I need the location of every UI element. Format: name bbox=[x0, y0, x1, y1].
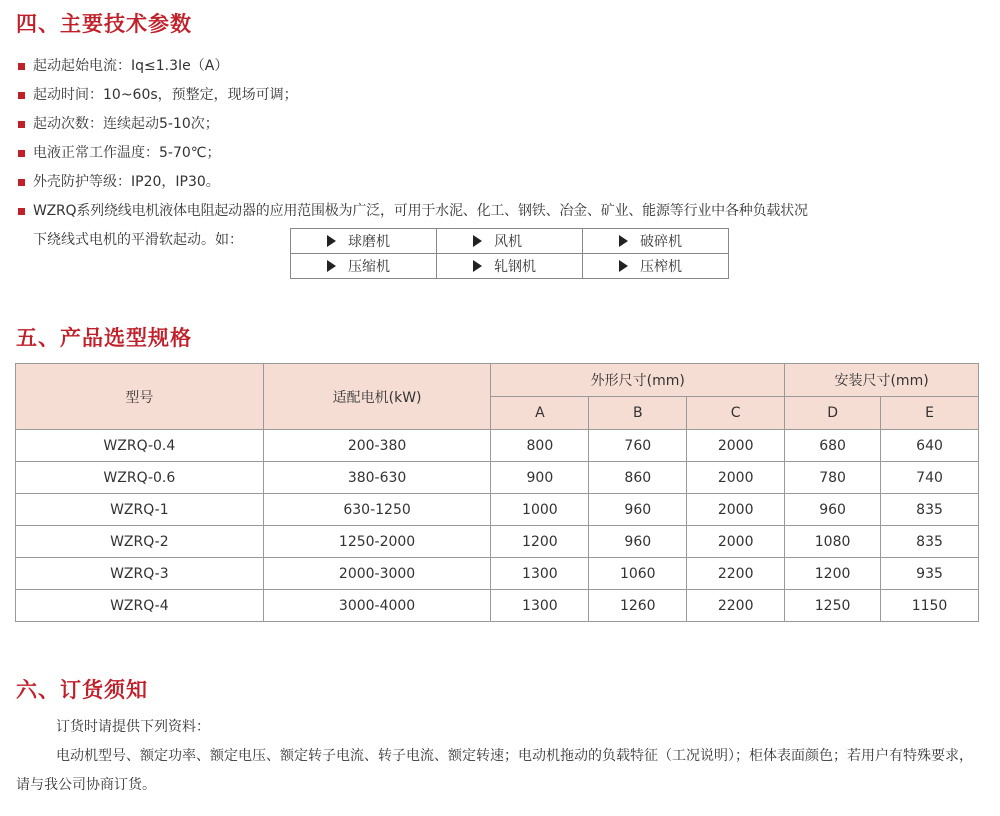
section4-title: 四、主要技术参数 bbox=[16, 12, 192, 36]
table-row bbox=[16, 590, 979, 622]
cell-b: 960 bbox=[589, 494, 687, 526]
cell-motor: 200-380 bbox=[263, 430, 491, 462]
application-cell: 压缩机 bbox=[291, 254, 437, 279]
play-arrow-icon bbox=[473, 260, 482, 272]
cell-model: WZRQ-0.6 bbox=[16, 462, 264, 494]
cell-c: 2000 bbox=[687, 526, 785, 558]
cell-e: 740 bbox=[881, 462, 979, 494]
table-row bbox=[16, 558, 979, 590]
header-install: 安装尺寸(mm) bbox=[785, 364, 979, 397]
cell-c: 2000 bbox=[687, 462, 785, 494]
application-cell: 破碎机 bbox=[583, 229, 729, 254]
bullet-icon bbox=[18, 92, 25, 99]
bullet-icon bbox=[18, 208, 25, 215]
spec-table bbox=[15, 363, 979, 622]
cell-c: 2000 bbox=[687, 430, 785, 462]
cell-motor: 2000-3000 bbox=[263, 558, 491, 590]
cell-a: 800 bbox=[491, 430, 589, 462]
tech-params-list bbox=[16, 52, 991, 226]
application-cell: 风机 bbox=[437, 229, 583, 254]
cell-d: 960 bbox=[785, 494, 881, 526]
table-row bbox=[16, 494, 979, 526]
header-col-a: A bbox=[491, 397, 589, 430]
cell-d: 1250 bbox=[785, 590, 881, 622]
cell-a: 1000 bbox=[491, 494, 589, 526]
cell-e: 835 bbox=[881, 494, 979, 526]
bullet-continuation: 下绕线式电机的平滑软起动。如： bbox=[33, 232, 243, 248]
cell-model: WZRQ-1 bbox=[16, 494, 264, 526]
spec-header-row bbox=[16, 364, 979, 397]
cell-c: 2200 bbox=[687, 590, 785, 622]
play-arrow-icon bbox=[327, 235, 336, 247]
ordering-notes bbox=[16, 713, 986, 800]
header-col-c: C bbox=[687, 397, 785, 430]
param-item: 起动起始电流：Iq≤1.3Ie（A） bbox=[16, 52, 991, 81]
cell-b: 960 bbox=[589, 526, 687, 558]
param-item: WZRQ系列绕线电机液体电阻起动器的应用范围极为广泛，可用于水泥、化工、钢铁、冶金、矿业、能源等行业中各种负载状况 bbox=[16, 197, 991, 226]
cell-a: 900 bbox=[491, 462, 589, 494]
bullet-icon bbox=[18, 63, 25, 70]
ordering-body: 电动机型号、额定功率、额定电压、额定转子电流、转子电流、额定转速；电动机拖动的负载特征（工况说明）；柜体表面颜色；若用户有特殊要求，请与我公司协商订货。 bbox=[16, 748, 973, 793]
cell-model: WZRQ-4 bbox=[16, 590, 264, 622]
applications-table bbox=[290, 228, 729, 279]
header-outline: 外形尺寸(mm) bbox=[491, 364, 785, 397]
cell-a: 1300 bbox=[491, 590, 589, 622]
bullet-icon bbox=[18, 150, 25, 157]
cell-c: 2200 bbox=[687, 558, 785, 590]
applications-row bbox=[291, 254, 729, 279]
table-row bbox=[16, 526, 979, 558]
cell-d: 780 bbox=[785, 462, 881, 494]
header-col-e: E bbox=[881, 397, 979, 430]
cell-e: 1150 bbox=[881, 590, 979, 622]
cell-motor: 1250-2000 bbox=[263, 526, 491, 558]
cell-model: WZRQ-2 bbox=[16, 526, 264, 558]
play-arrow-icon bbox=[473, 235, 482, 247]
application-cell: 球磨机 bbox=[291, 229, 437, 254]
cell-e: 935 bbox=[881, 558, 979, 590]
cell-b: 760 bbox=[589, 430, 687, 462]
param-item: 起动次数：连续起动5-10次； bbox=[16, 110, 991, 139]
cell-b: 860 bbox=[589, 462, 687, 494]
cell-c: 2000 bbox=[687, 494, 785, 526]
application-cell: 压榨机 bbox=[583, 254, 729, 279]
section6-title: 六、订货须知 bbox=[16, 678, 148, 702]
cell-model: WZRQ-0.4 bbox=[16, 430, 264, 462]
cell-b: 1060 bbox=[589, 558, 687, 590]
section5-title: 五、产品选型规格 bbox=[16, 326, 192, 350]
play-arrow-icon bbox=[327, 260, 336, 272]
param-item: 外壳防护等级：IP20，IP30。 bbox=[16, 168, 991, 197]
cell-e: 640 bbox=[881, 430, 979, 462]
cell-d: 680 bbox=[785, 430, 881, 462]
param-item: 起动时间：10~60s，预整定，现场可调； bbox=[16, 81, 991, 110]
ordering-intro: 订货时请提供下列资料： bbox=[56, 719, 210, 735]
play-arrow-icon bbox=[619, 235, 628, 247]
header-col-b: B bbox=[589, 397, 687, 430]
param-item: 电液正常工作温度：5-70℃； bbox=[16, 139, 991, 168]
header-motor: 适配电机(kW) bbox=[263, 364, 491, 430]
application-cell: 轧钢机 bbox=[437, 254, 583, 279]
play-arrow-icon bbox=[619, 260, 628, 272]
cell-motor: 630-1250 bbox=[263, 494, 491, 526]
cell-d: 1080 bbox=[785, 526, 881, 558]
cell-motor: 3000-4000 bbox=[263, 590, 491, 622]
cell-model: WZRQ-3 bbox=[16, 558, 264, 590]
cell-motor: 380-630 bbox=[263, 462, 491, 494]
bullet-icon bbox=[18, 121, 25, 128]
cell-b: 1260 bbox=[589, 590, 687, 622]
cell-e: 835 bbox=[881, 526, 979, 558]
header-col-d: D bbox=[785, 397, 881, 430]
cell-d: 1200 bbox=[785, 558, 881, 590]
cell-a: 1300 bbox=[491, 558, 589, 590]
cell-a: 1200 bbox=[491, 526, 589, 558]
table-row bbox=[16, 462, 979, 494]
bullet-icon bbox=[18, 179, 25, 186]
header-model: 型号 bbox=[16, 364, 264, 430]
table-row bbox=[16, 430, 979, 462]
applications-row bbox=[291, 229, 729, 254]
